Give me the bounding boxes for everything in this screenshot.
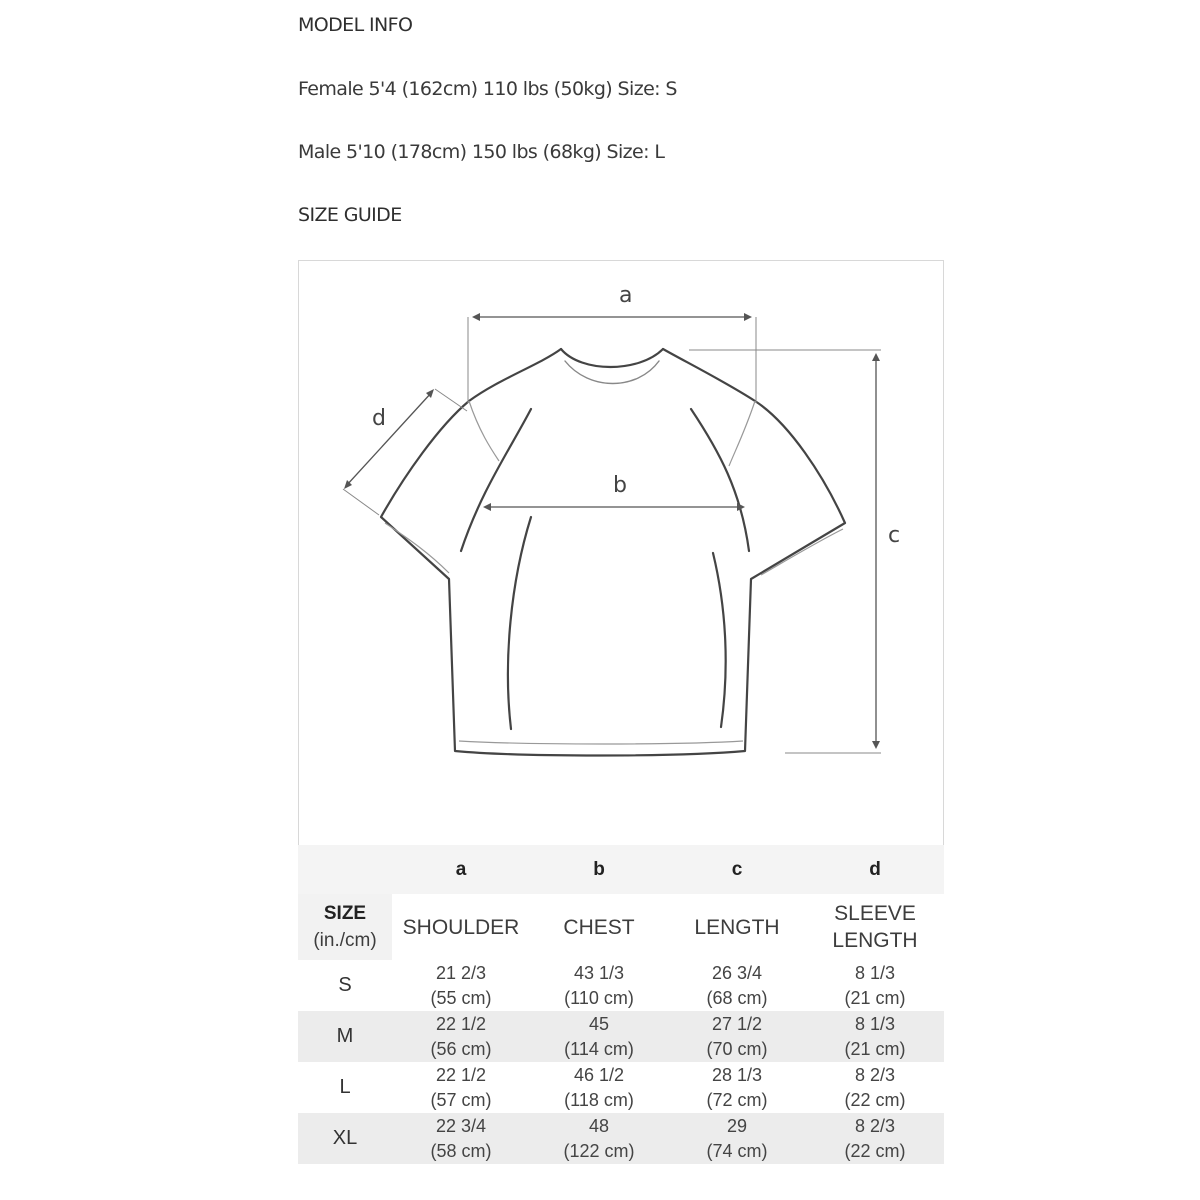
table-row <box>298 960 944 1011</box>
tshirt-diagram-svg <box>299 261 945 846</box>
value-inches: 22 1/2 <box>435 1064 487 1085</box>
dim-c-arrow-top <box>872 353 880 361</box>
size-header-cell <box>298 894 392 960</box>
table-cell <box>530 1011 668 1062</box>
table-cell <box>806 1062 944 1113</box>
tshirt-right-sleeve-seam <box>729 401 755 466</box>
dim-d-top-tick <box>435 389 467 411</box>
value-cm: (70 cm) <box>706 1038 768 1059</box>
value-inches: 43 1/3 <box>573 962 625 983</box>
header-chest <box>530 894 668 960</box>
value-cm: (68 cm) <box>706 987 768 1008</box>
value-inches: 22 3/4 <box>435 1115 487 1136</box>
table-cell <box>668 1062 806 1113</box>
value-inches: 8 2/3 <box>854 1115 896 1136</box>
value-inches: 46 1/2 <box>573 1064 625 1085</box>
value-cm: (118 cm) <box>564 1089 634 1110</box>
measurement-letter-row <box>298 845 944 894</box>
value-cm: (21 cm) <box>844 987 906 1008</box>
header-sleeve-length <box>806 894 944 960</box>
value-inches: 29 <box>726 1115 748 1136</box>
table-cell <box>806 1011 944 1062</box>
value-cm: (58 cm) <box>430 1140 492 1161</box>
value-cm: (55 cm) <box>430 987 492 1008</box>
size-cell: M <box>298 1011 392 1062</box>
letter-d: d <box>806 845 944 894</box>
table-cell <box>806 960 944 1011</box>
letter-a: a <box>392 845 530 894</box>
header-sleeve-label-line1: SLEEVE <box>834 902 916 925</box>
dim-c-arrow-bottom <box>872 741 880 749</box>
value-inches: 22 1/2 <box>435 1013 487 1034</box>
value-inches: 28 1/3 <box>711 1064 763 1085</box>
value-cm: (110 cm) <box>564 987 634 1008</box>
dim-a-arrow-right <box>744 313 752 321</box>
model-info-heading: MODEL INFO <box>298 14 413 36</box>
male-model-info: Male 5'10 (178cm) 150 lbs (68kg) Size: L <box>298 141 665 163</box>
value-inches: 48 <box>588 1115 610 1136</box>
value-inches: 8 1/3 <box>854 1013 896 1034</box>
header-shoulder-label: SHOULDER <box>402 915 520 939</box>
value-cm: (22 cm) <box>844 1089 906 1110</box>
table-cell <box>668 1113 806 1164</box>
value-inches: 27 1/2 <box>711 1013 763 1034</box>
header-sleeve-label-line2: LENGTH <box>832 929 918 952</box>
value-cm: (122 cm) <box>563 1140 635 1161</box>
value-cm: (74 cm) <box>706 1140 768 1161</box>
size-guide-heading: SIZE GUIDE <box>298 204 402 226</box>
value-inches: 45 <box>588 1013 610 1034</box>
tshirt-outline <box>381 349 845 756</box>
dim-c-label: c <box>888 523 901 548</box>
size-cell: S <box>338 974 352 996</box>
table-cell <box>392 960 530 1011</box>
table-cell <box>392 1113 530 1164</box>
table-cell <box>668 1011 806 1062</box>
table-cell <box>392 1011 530 1062</box>
value-inches: 26 3/4 <box>711 962 763 983</box>
tshirt-collar-outer <box>561 349 663 367</box>
column-header-row <box>298 894 944 960</box>
value-cm: (72 cm) <box>706 1089 768 1110</box>
dim-d-bottom-tick <box>343 489 379 515</box>
tshirt-collar-inner <box>565 361 659 384</box>
table-row <box>298 1113 944 1164</box>
dim-b-label: b <box>613 473 627 498</box>
size-header-label: SIZE <box>323 903 367 924</box>
header-chest-label: CHEST <box>563 915 635 939</box>
value-inches: 8 2/3 <box>854 1064 896 1085</box>
value-cm: (57 cm) <box>430 1089 492 1110</box>
table-cell <box>392 1062 530 1113</box>
letter-c: c <box>668 845 806 894</box>
size-table <box>298 845 944 1164</box>
tshirt-right-cuff <box>761 529 843 575</box>
value-inches: 21 2/3 <box>435 962 487 983</box>
size-unit-label: (in./cm) <box>313 930 377 951</box>
table-row <box>298 1062 944 1113</box>
table-cell <box>668 960 806 1011</box>
header-length-label: LENGTH <box>694 915 780 939</box>
tshirt-right-side-seam <box>713 553 726 727</box>
size-cell: L <box>339 1076 351 1098</box>
size-cell: XL <box>298 1113 392 1164</box>
value-cm: (21 cm) <box>844 1038 906 1059</box>
dim-d-line <box>346 392 432 486</box>
tshirt-right-armhole <box>691 409 749 551</box>
table-row <box>298 1011 944 1062</box>
dim-b-arrow-left <box>483 503 491 511</box>
dim-d-label: d <box>372 406 386 431</box>
value-cm: (114 cm) <box>564 1038 634 1059</box>
tshirt-hem-line <box>459 741 743 744</box>
tshirt-left-sleeve-seam <box>469 401 499 461</box>
letter-b: b <box>530 845 668 894</box>
table-cell <box>530 960 668 1011</box>
letter-blank-cell <box>298 845 392 894</box>
table-cell <box>530 1113 668 1164</box>
table-cell <box>530 1062 668 1113</box>
header-shoulder <box>392 894 530 960</box>
value-cm: (22 cm) <box>844 1140 906 1161</box>
tshirt-left-side-seam <box>508 517 531 729</box>
female-model-info: Female 5'4 (162cm) 110 lbs (50kg) Size: S <box>298 78 677 100</box>
dim-a-arrow-left <box>472 313 480 321</box>
value-inches: 8 1/3 <box>854 962 896 983</box>
tshirt-diagram <box>298 260 944 845</box>
value-cm: (56 cm) <box>430 1038 492 1059</box>
header-length <box>668 894 806 960</box>
dim-a-label: a <box>619 283 633 308</box>
table-cell <box>806 1113 944 1164</box>
tshirt-left-armhole <box>461 409 531 551</box>
